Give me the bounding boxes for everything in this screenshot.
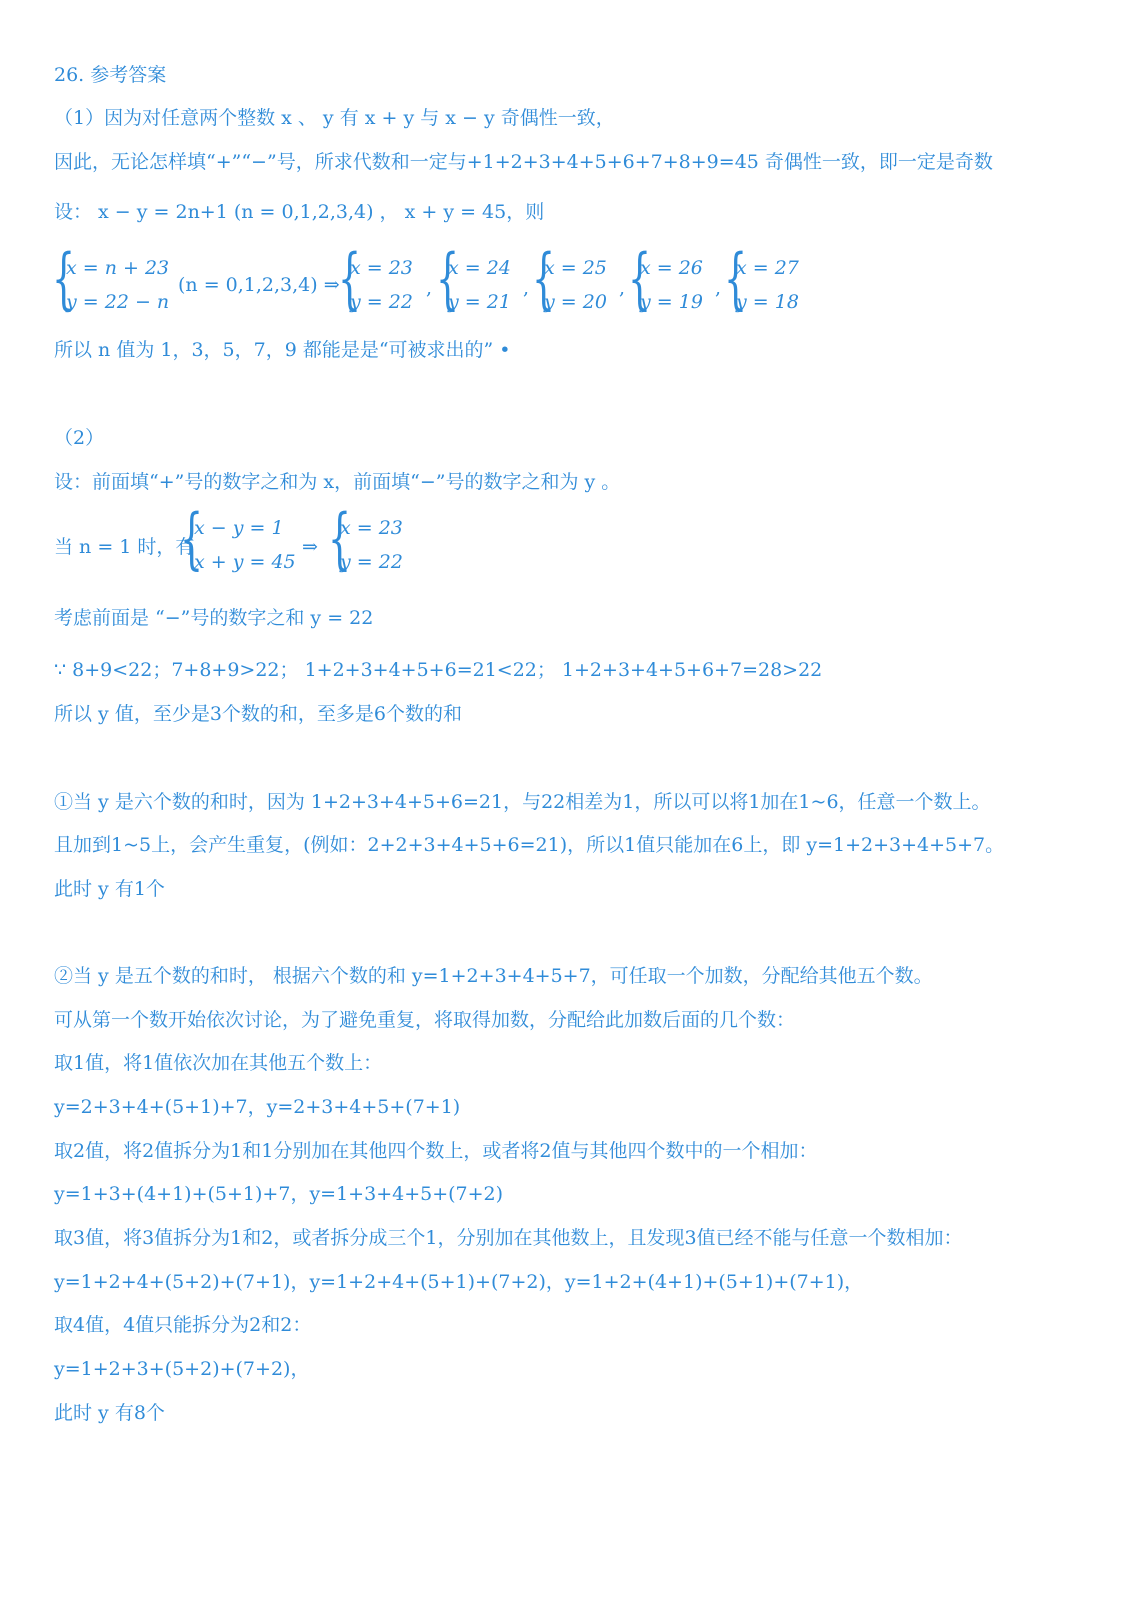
case2-line2: 可从第一个数开始依次讨论，为了避免重复，将取得加数，分配给此加数后面的几个数：: [54, 1009, 796, 1031]
implies-arrow: ⇒: [302, 536, 318, 558]
system-5-top: x = 27: [736, 257, 799, 279]
system-1-bottom: y = 22: [350, 291, 413, 313]
system-4-bottom: y = 19: [640, 291, 703, 313]
part2-when: 当 n = 1 时，有: [54, 536, 195, 558]
system-4-top: x = 26: [640, 257, 703, 279]
heading: 26. 参考答案: [54, 64, 167, 86]
general-condition: (n = 0,1,2,3,4) ⇒: [178, 274, 340, 296]
system-1-top: x = 23: [350, 257, 413, 279]
comma: ,: [523, 277, 530, 299]
system-a-bottom: x + y = 45: [194, 551, 296, 573]
system-3-bottom: y = 20: [544, 291, 607, 313]
case2-line1: ②当 y 是五个数的和时， 根据六个数的和 y=1+2+3+4+5+7，可任取一个加数，分配给其他五个数。: [54, 965, 933, 987]
case2-line10: y=1+2+3+(5+2)+(7+2)，: [54, 1358, 310, 1380]
system-3-top: x = 25: [544, 257, 607, 279]
part2-label: （2）: [54, 427, 105, 449]
case1-line1: ①当 y 是六个数的和时，因为 1+2+3+4+5+6=21，与22相差为1，所以可以将1加在1~6，任意一个数上。: [54, 791, 991, 813]
case1-line3: 此时 y 有1个: [54, 878, 165, 900]
system-b-top: x = 23: [340, 517, 403, 539]
part1-line1: （1）因为对任意两个整数 x 、 y 有 x + y 与 x − y 奇偶性一致，: [54, 107, 615, 129]
part2-range: 所以 y 值，至少是3个数的和，至多是6个数的和: [54, 703, 462, 725]
comma: ,: [619, 277, 626, 299]
case2-line5: 取2值，将2值拆分为1和1分别加在其他四个数上，或者将2值与其他四个数中的一个相加：: [54, 1140, 818, 1162]
system-5-bottom: y = 18: [736, 291, 799, 313]
part2-consider: 考虑前面是 “−”号的数字之和 y = 22: [54, 607, 374, 629]
case2-line11: 此时 y 有8个: [54, 1402, 165, 1424]
case2-line4: y=2+3+4+(5+1)+7，y=2+3+4+5+(7+1): [54, 1096, 461, 1118]
case1-line2: 且加到1~5上，会产生重复，(例如：2+2+3+4+5+6=21)，所以1值只能加在6上，即 y=1+2+3+4+5+7。: [54, 834, 1005, 856]
comma: ,: [426, 277, 433, 299]
system-2-top: x = 24: [448, 257, 511, 279]
part2-because: ∵ 8+9<22；7+8+9>22； 1+2+3+4+5+6=21<22； 1+2+3+4+5+6+7=28>22: [54, 659, 823, 681]
general-top: x = n + 23: [66, 257, 170, 279]
system-a-top: x − y = 1: [194, 517, 284, 539]
case2-line7: 取3值，将3值拆分为1和2，或者拆分成三个1，分别加在其他数上，且发现3值已经不能与任意一个数相加：: [54, 1227, 963, 1249]
case2-line3: 取1值，将1值依次加在其他五个数上：: [54, 1052, 383, 1074]
case2-line6: y=1+3+(4+1)+(5+1)+7，y=1+3+4+5+(7+2): [54, 1183, 504, 1205]
part1-conclusion: 所以 n 值为 1，3，5，7，9 都能是是“可被求出的” •: [54, 339, 511, 361]
case2-line9: 取4值，4值只能拆分为2和2：: [54, 1314, 312, 1336]
part1-line3: 设： x − y = 2n+1 (n = 0,1,2,3,4) ， x + y = 45，则: [54, 201, 545, 223]
case2-line8: y=1+2+4+(5+2)+(7+1)，y=1+2+4+(5+1)+(7+2)，y=1+2+(4+1)+(5+1)+(7+1)，: [54, 1271, 864, 1293]
comma: ,: [715, 277, 722, 299]
system-2-bottom: y = 21: [448, 291, 511, 313]
part1-line2: 因此，无论怎样填“+”“−”号，所求代数和一定与+1+2+3+4+5+6+7+8+9=45 奇偶性一致，即一定是奇数: [54, 151, 993, 173]
general-bottom: y = 22 − n: [66, 291, 170, 313]
system-b-bottom: y = 22: [340, 551, 403, 573]
part2-setup: 设：前面填“+”号的数字之和为 x，前面填“−”号的数字之和为 y 。: [54, 471, 621, 493]
